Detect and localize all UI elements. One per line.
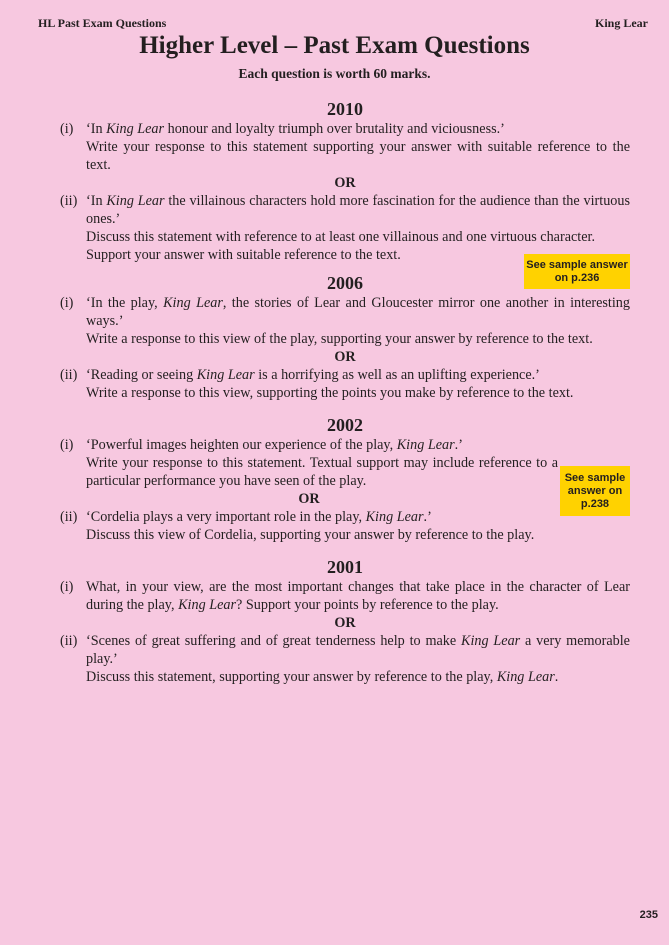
- or-divider: OR: [334, 615, 356, 631]
- question-instruction: Write a response to this view, supporting the points you make by reference to the text.: [86, 385, 574, 401]
- question-text: ‘Powerful images heighten our experience of the play, King Lear.’: [86, 437, 463, 453]
- question-2006-i: [60, 294, 630, 348]
- sample-answer-badge-236[interactable]: See sample answer on p.236: [524, 254, 630, 289]
- question-number: (i): [60, 579, 74, 595]
- question-number: (i): [60, 295, 74, 311]
- question-text: ‘In the play, King Lear, the stories of Lear and Gloucester mirror one another in interesting ways.’: [86, 295, 630, 329]
- page-subtitle: Each question is worth 60 marks.: [238, 66, 431, 81]
- question-number: (ii): [60, 633, 78, 649]
- year-heading-2006: 2006: [327, 273, 363, 293]
- questions-body: [60, 98, 630, 686]
- question-number: (ii): [60, 367, 78, 383]
- year-heading-2001: 2001: [327, 557, 363, 577]
- question-number: (i): [60, 437, 74, 453]
- question-text: ‘In King Lear the villainous characters hold more fascination for the audience than the virtuous ones.’: [86, 193, 630, 227]
- or-divider: OR: [334, 175, 356, 191]
- question-2001-ii: [60, 632, 630, 686]
- question-instruction: Write a response to this view of the play, supporting your answer by reference to the text.: [86, 331, 593, 347]
- question-2002-ii: [60, 508, 630, 544]
- year-heading-2010: 2010: [327, 99, 363, 119]
- question-instruction: Write your response to this statement. Textual support may include reference to a particular performance you have seen of the play.: [86, 455, 558, 489]
- question-text: ‘Scenes of great suffering and of great tenderness help to make King Lear a very memorable play.’: [86, 633, 630, 667]
- question-instruction: Write your response to this statement supporting your answer with suitable reference to the text.: [86, 139, 630, 173]
- question-number: (ii): [60, 193, 78, 209]
- page-title: Higher Level – Past Exam Questions: [139, 32, 530, 59]
- question-2001-i: [60, 578, 630, 614]
- question-number: (i): [60, 121, 74, 137]
- question-instruction: Support your answer with suitable reference to the text.: [86, 247, 401, 263]
- question-text: ‘In King Lear honour and loyalty triumph over brutality and viciousness.’: [86, 121, 505, 137]
- question-instruction: Discuss this view of Cordelia, supporting your answer by reference to the play.: [86, 527, 535, 543]
- question-2010-i: [60, 120, 630, 174]
- question-text: ‘Reading or seeing King Lear is a horrifying as well as an uplifting experience.’: [86, 367, 540, 383]
- question-instruction: Discuss this statement with reference to at least one villainous and one virtuous character.: [86, 229, 596, 245]
- question-text: What, in your view, are the most important changes that take place in the character of Lear during the play, King Lear? Support your points by reference to the play.: [86, 579, 630, 613]
- year-heading-2002: 2002: [327, 415, 363, 435]
- question-2006-ii: [60, 366, 630, 402]
- running-header-left: HL Past Exam Questions: [38, 16, 167, 30]
- question-instruction: Discuss this statement, supporting your answer by reference to the play, King Lear.: [86, 669, 559, 685]
- question-text: ‘Cordelia plays a very important role in the play, King Lear.’: [86, 509, 432, 525]
- or-divider: OR: [334, 349, 356, 365]
- running-header-right: King Lear: [595, 16, 648, 30]
- sample-answer-badge-238[interactable]: See sample answer on p.238: [560, 466, 630, 516]
- question-number: (ii): [60, 509, 78, 525]
- question-2002-i: [60, 436, 630, 490]
- page-number: 235: [639, 909, 658, 921]
- or-divider: OR: [298, 491, 320, 507]
